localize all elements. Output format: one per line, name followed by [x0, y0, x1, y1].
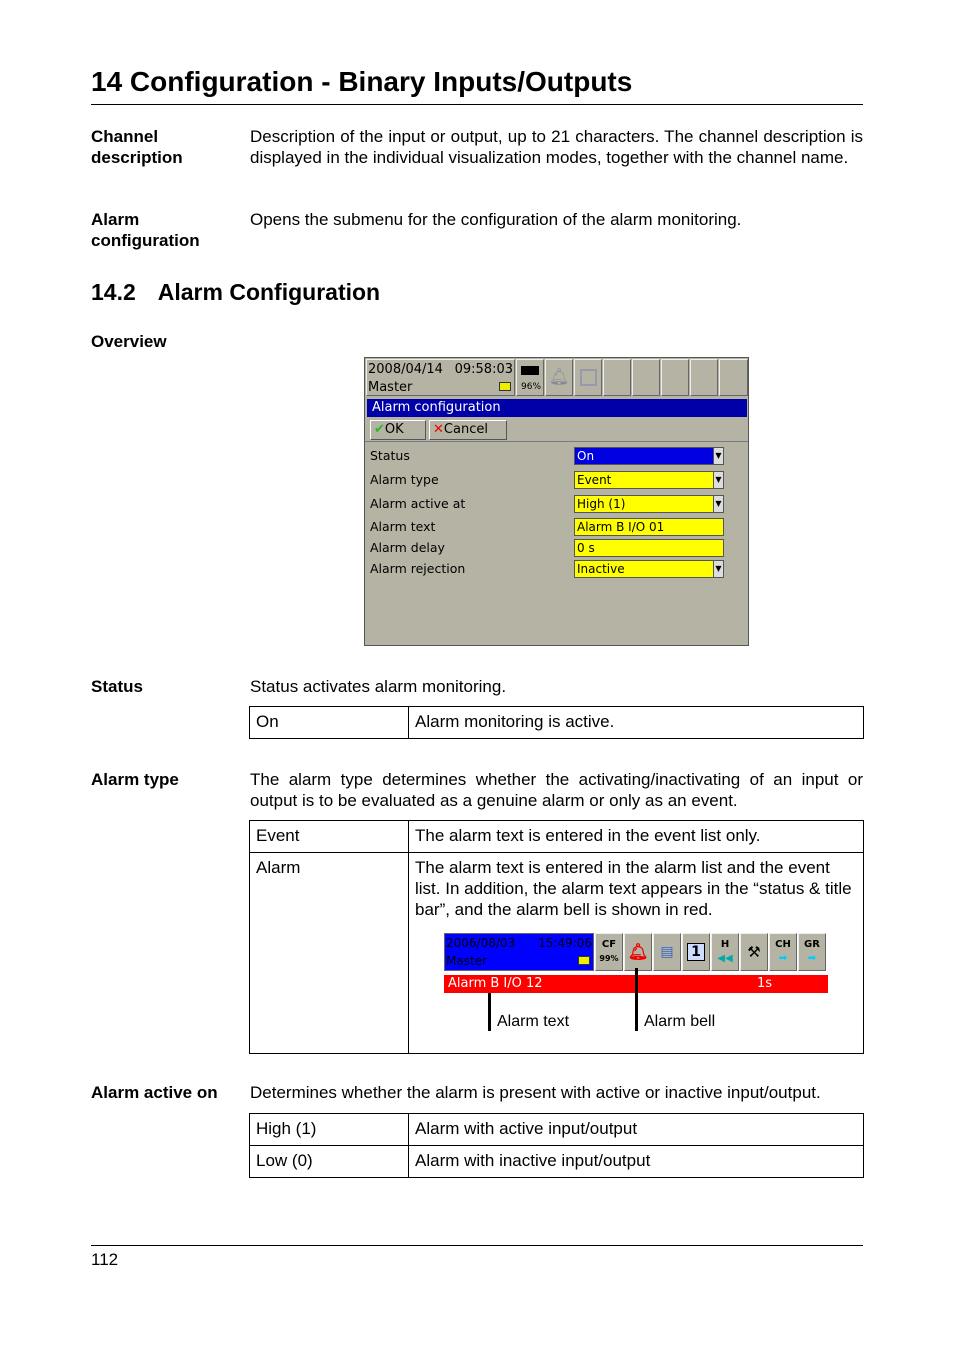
option-cell: High (1): [250, 1114, 409, 1146]
alarm-rejection-value: Inactive: [577, 562, 625, 576]
term-alarm-active-on: Alarm active on: [91, 1083, 218, 1102]
alarm-rejection-label: Alarm rejection: [370, 561, 466, 576]
check-icon: ✔: [374, 422, 385, 437]
chevron-down-icon: ▼: [713, 496, 723, 512]
meaning-cell: The alarm text is entered in the event list only.: [409, 821, 864, 853]
section-title: Alarm Configuration: [157, 279, 381, 305]
status-dropdown[interactable]: [574, 447, 724, 465]
channel-button[interactable]: [769, 933, 797, 971]
meaning-cell: The alarm text is entered in the alarm list and the event list. In addition, the alarm text appears in the “status & title bar”, and the alarm bell is shown in red.: [409, 853, 864, 1054]
arrow-right-icon: ➡: [807, 953, 817, 964]
history-icon: H: [720, 939, 730, 950]
page-number: 112: [91, 1250, 119, 1269]
table-row: [250, 707, 864, 739]
def-status: Status activates alarm monitoring.: [250, 677, 507, 696]
table-row: [250, 1146, 864, 1178]
alarm-text-input[interactable]: [574, 518, 724, 536]
cf-card-icon: CF: [601, 939, 617, 950]
term-status: Status: [91, 677, 143, 696]
bell-icon: 🔔︎: [627, 942, 649, 961]
toolbar-empty-5: [719, 359, 748, 396]
group-icon: GR: [804, 939, 820, 950]
table-row: [250, 821, 864, 853]
callout-line: [488, 993, 491, 1031]
alarm-bell-button[interactable]: [545, 359, 573, 396]
alarm-active-value: High (1): [577, 497, 626, 511]
tools-icon: ⚒: [747, 943, 761, 961]
rewind-icon: ◀◀: [717, 953, 733, 964]
settings-button[interactable]: [740, 933, 768, 971]
alarm-bell-button[interactable]: [624, 933, 652, 971]
chevron-down-icon: ▼: [713, 448, 723, 464]
history-button[interactable]: [711, 933, 739, 971]
ok-button[interactable]: [370, 420, 426, 440]
status-panel: [444, 933, 594, 971]
memory-value: 96%: [521, 382, 542, 392]
meaning-cell: Alarm monitoring is active.: [409, 707, 864, 739]
list-button[interactable]: [574, 359, 602, 396]
x-icon: ✕: [433, 422, 444, 437]
chevron-down-icon: ▼: [713, 472, 723, 488]
toolbar-empty-1: [603, 359, 631, 396]
def-channel-description: Description of the input or output, up to 21 characters. The channel description is displayed in the individual visualization modes, together with the channel name.: [250, 127, 863, 167]
divider: [365, 441, 748, 442]
time: 09:58:03: [454, 362, 513, 377]
status-label: Status: [370, 448, 410, 463]
meaning-cell: Alarm with active input/output: [409, 1114, 864, 1146]
term-channel-description: Channel description: [91, 127, 183, 167]
chart-button[interactable]: [653, 933, 681, 971]
alarm-type-label: Alarm type: [370, 472, 439, 487]
status-value: On: [577, 449, 595, 463]
section-heading: [91, 279, 402, 306]
footer-rule: [91, 1245, 863, 1246]
arrow-right-icon: ➡: [778, 953, 788, 964]
section-number: 14.2: [91, 279, 136, 305]
date: 2006/08/03: [446, 936, 516, 950]
alarm-text-value: Alarm B I/O 01: [577, 520, 665, 534]
option-cell: Alarm: [250, 853, 409, 1054]
def-alarm-type: The alarm type determines whether the activating/inactivating of an input or output is to be evaluated as a genuine alarm or only as an event.: [250, 770, 863, 810]
bell-icon: 🔔︎: [548, 367, 570, 386]
alarm-active-table: [249, 1113, 864, 1178]
callout-line: [635, 968, 638, 1031]
def-alarm-configuration: Opens the submenu for the configuration of the alarm monitoring.: [250, 210, 742, 229]
page-one-icon: 1: [687, 943, 705, 961]
alarm-type-dropdown[interactable]: [574, 471, 724, 489]
alarm-rejection-dropdown[interactable]: [574, 560, 724, 578]
table-row: [250, 1114, 864, 1146]
cancel-label: Cancel: [443, 422, 488, 437]
ok-label: OK: [384, 422, 404, 437]
title-rule: [91, 104, 863, 105]
user: Master: [368, 380, 413, 395]
memory-icon: [521, 366, 539, 375]
alarm-text-label: Alarm text: [370, 519, 436, 534]
status-panel: [366, 359, 515, 396]
toolbar-empty-3: [661, 359, 689, 396]
option-cell: On: [250, 707, 409, 739]
term-alarm-configuration: Alarm configuration: [91, 210, 200, 250]
def-alarm-active-on: Determines whether the alarm is present with active or inactive input/output.: [250, 1083, 821, 1102]
alarm-type-value: Event: [577, 473, 612, 487]
alarm-active-dropdown[interactable]: [574, 495, 724, 513]
date: 2008/04/14: [368, 362, 443, 377]
user: Master: [446, 954, 487, 968]
dialog-title: Alarm configuration: [367, 399, 747, 417]
alarm-text: Alarm B I/O 12: [448, 976, 543, 991]
group-button[interactable]: [798, 933, 826, 971]
list-icon: [580, 369, 597, 386]
toolbar-empty-4: [690, 359, 718, 396]
alarm-delay-value: 0 s: [577, 541, 595, 555]
alarm-delay-input[interactable]: [574, 539, 724, 557]
status-table: [249, 706, 864, 739]
memory-button[interactable]: [595, 933, 623, 971]
memory-value: 99%: [599, 954, 619, 963]
cancel-button[interactable]: [429, 420, 507, 440]
chart-icon: ▤: [660, 944, 674, 960]
page-title: 14 Configuration - Binary Inputs/Outputs: [91, 66, 633, 97]
channel-icon: CH: [775, 939, 791, 950]
term-alarm-type: Alarm type: [91, 770, 179, 789]
alarm-delay-label: Alarm delay: [370, 540, 445, 555]
callout-alarm-text: Alarm text: [497, 1013, 570, 1030]
time: 15:49:06: [538, 936, 592, 950]
alarm-delay: 1s: [756, 976, 772, 991]
lock-icon: [578, 956, 590, 965]
memory-button[interactable]: [516, 359, 544, 396]
alarm-active-label: Alarm active at: [370, 496, 466, 511]
lock-icon: [499, 382, 511, 391]
meaning-cell: Alarm with inactive input/output: [409, 1146, 864, 1178]
pages-button[interactable]: [682, 933, 710, 971]
callout-alarm-bell: Alarm bell: [644, 1013, 716, 1030]
alarm-config-screenshot: [364, 357, 749, 646]
option-cell: Event: [250, 821, 409, 853]
toolbar-empty-2: [632, 359, 660, 396]
option-cell: Low (0): [250, 1146, 409, 1178]
chevron-down-icon: ▼: [713, 561, 723, 577]
overview-label: Overview: [91, 332, 167, 351]
